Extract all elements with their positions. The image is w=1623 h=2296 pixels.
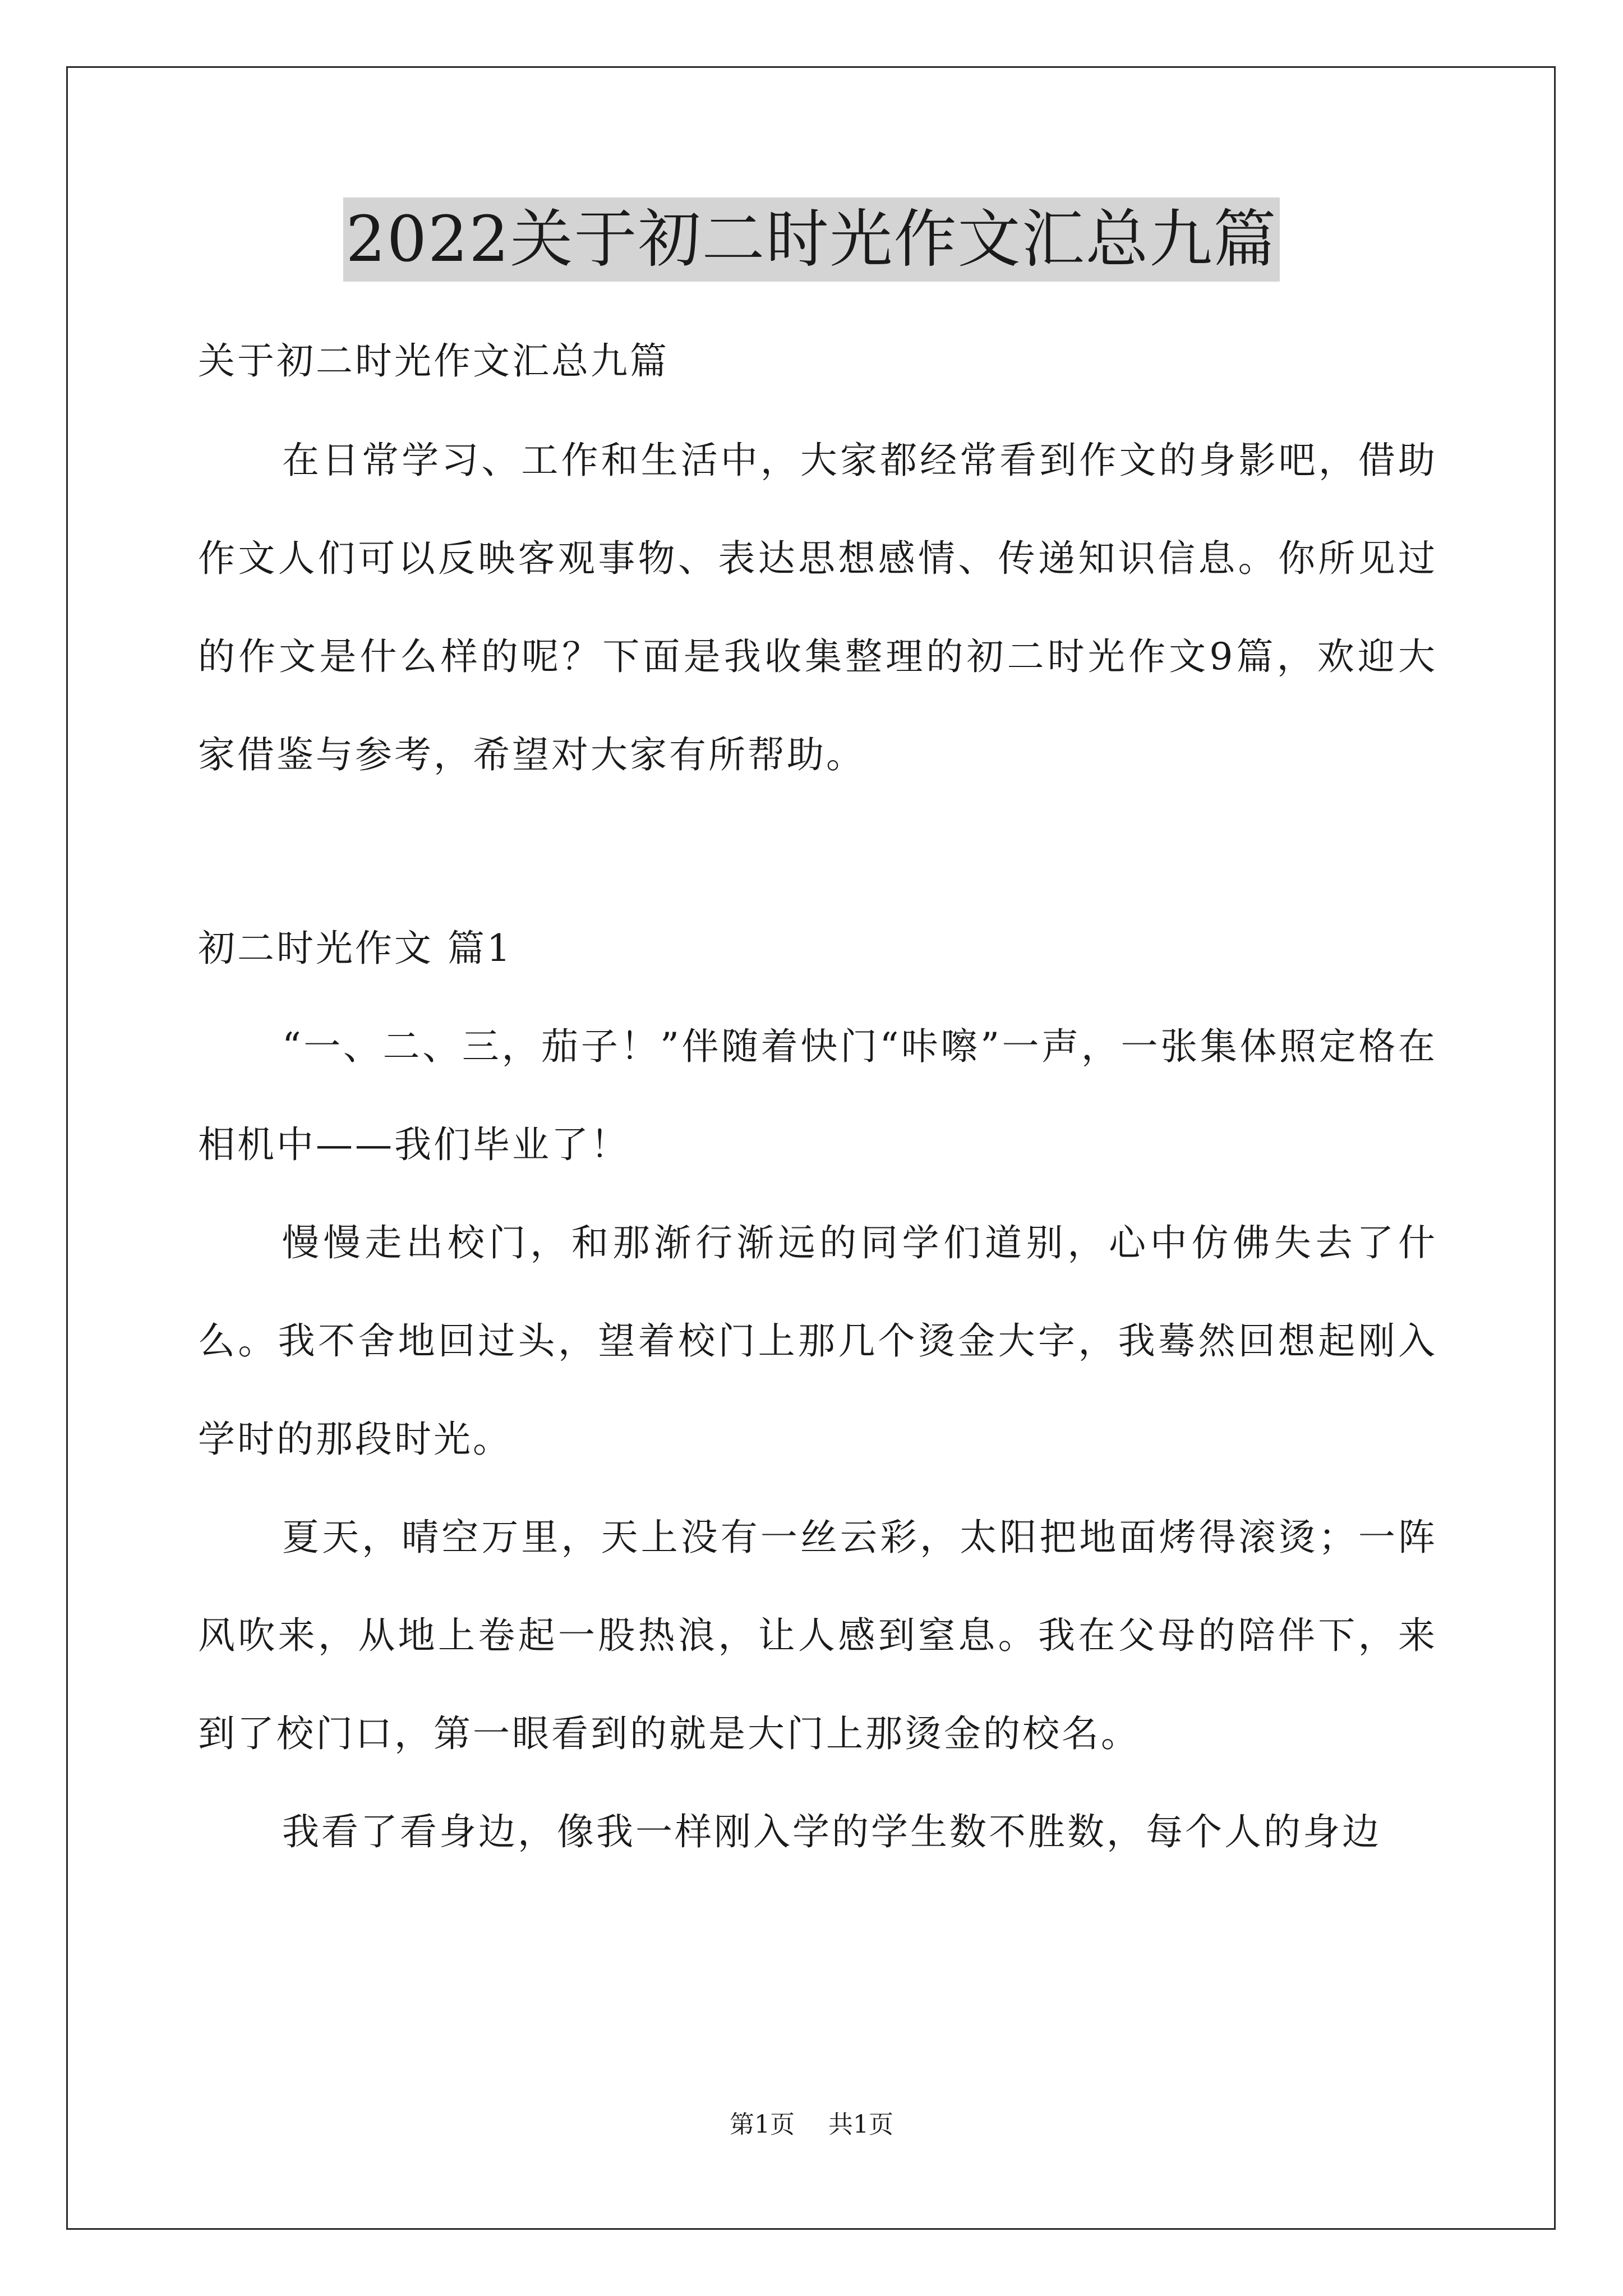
page-number-current: 第1页	[730, 2110, 795, 2139]
body-paragraph-1: “一、二、三，茄子！”伴随着快门“咔嚓”一声，一张集体照定格在相机中——我们毕业了！	[198, 1025, 1437, 1166]
body-paragraph-2: 慢慢走出校门，和那渐行渐远的同学们道别，心中仿佛失去了什么。我不舍地回过头，望着校门上那几个烫金大字，我蓦然回想起刚入学时的那段时光。	[198, 1221, 1437, 1461]
intro-paragraph: 在日常学习、工作和生活中，大家都经常看到作文的身影吧，借助作文人们可以反映客观事物、表达思想感情、传递知识信息。你所见过的作文是什么样的呢？下面是我收集整理的初二时光作文9篇，欢迎大家借鉴与参考，希望对大家有所帮助。	[198, 439, 1437, 776]
body-paragraph-4: 我看了看身边，像我一样刚入学的学生数不胜数，每个人的身边	[282, 1810, 1381, 1853]
section-heading: 初二时光作文 篇1	[198, 927, 513, 970]
page-footer	[0, 2108, 1623, 2142]
document-title	[0, 197, 1623, 282]
body-paragraph-3: 夏天，晴空万里，天上没有一丝云彩，太阳把地面烤得滚烫；一阵风吹来，从地上卷起一股热浪，让人感到窒息。我在父母的陪伴下，来到了校门口，第一眼看到的就是大门上那烫金的校名。	[198, 1516, 1437, 1755]
document-subtitle: 关于初二时光作文汇总九篇	[198, 339, 669, 383]
document-body	[198, 312, 1437, 1881]
document-title-text: 2022关于初二时光作文汇总九篇	[343, 197, 1279, 282]
page-number-total: 共1页	[828, 2110, 893, 2139]
